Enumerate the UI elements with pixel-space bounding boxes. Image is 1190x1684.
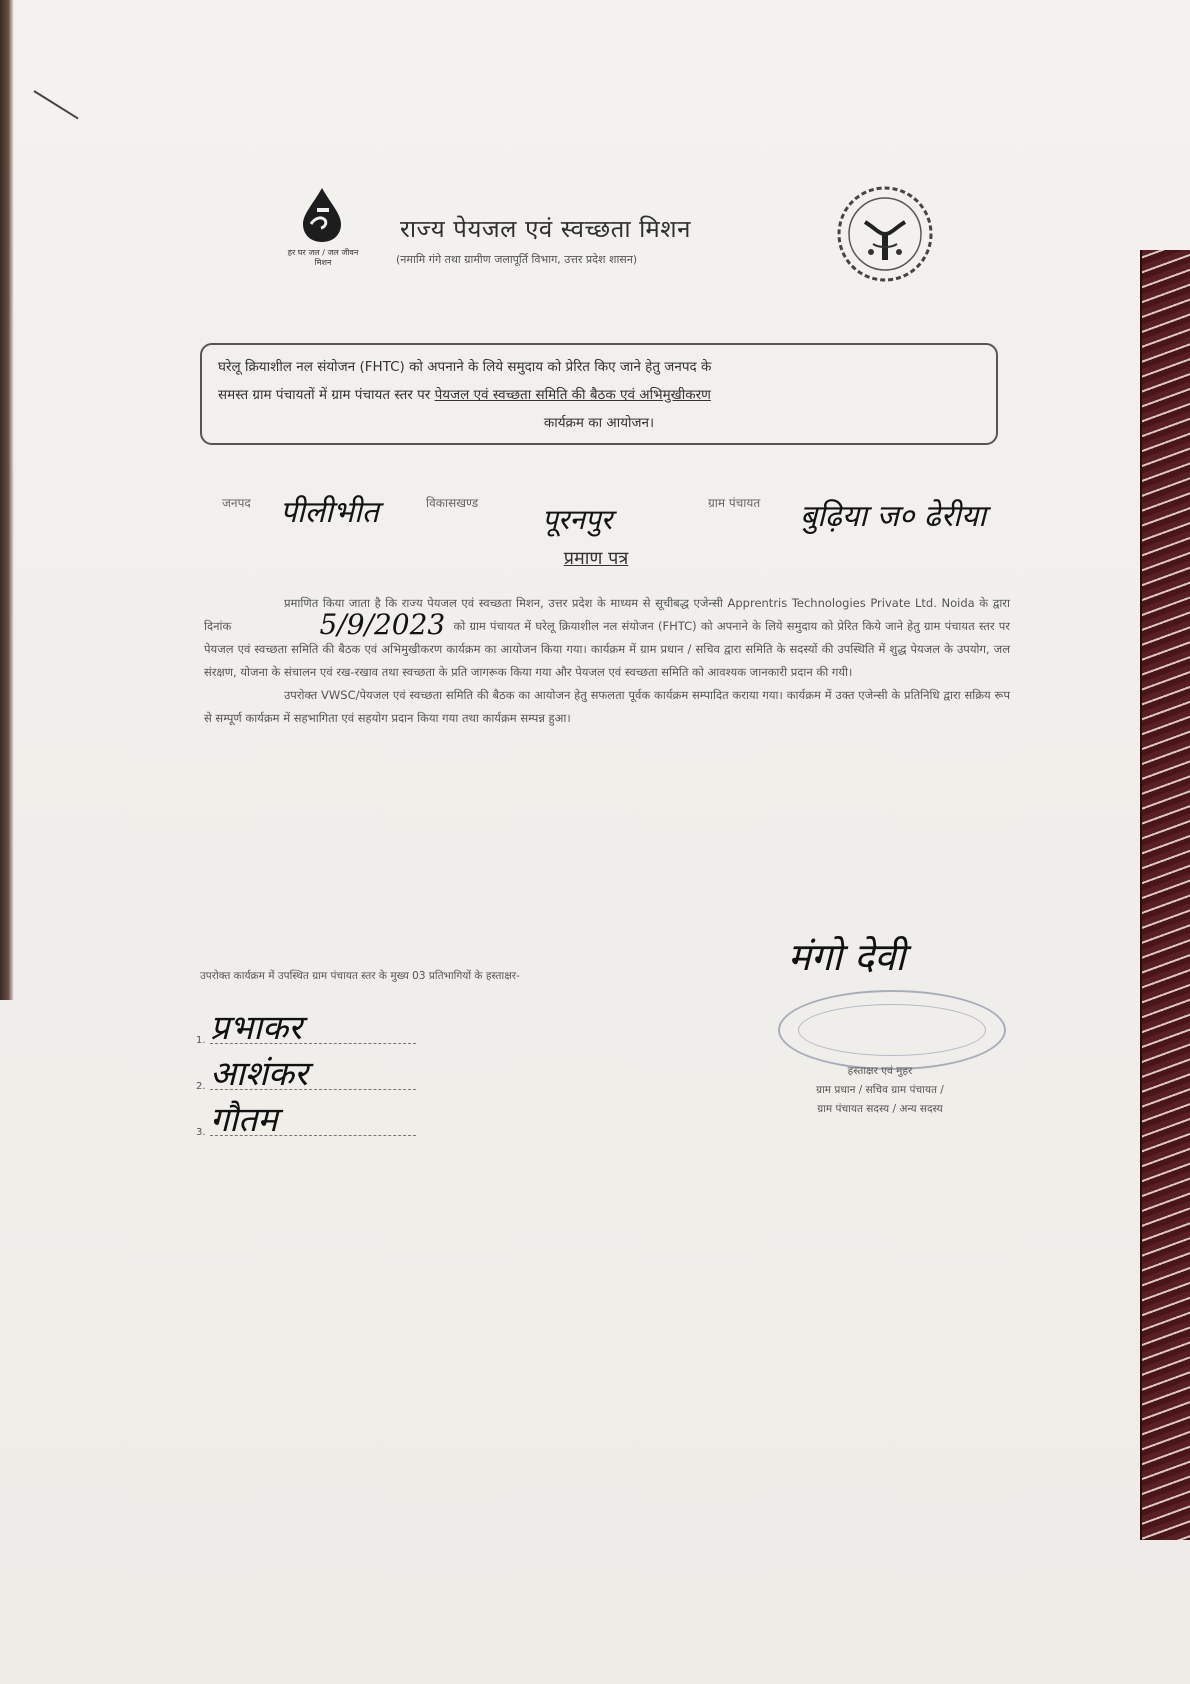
block-label: विकासखण्ड (426, 496, 479, 510)
participant-number: 2. (196, 1081, 206, 1092)
participant-name: गौतम (210, 1100, 278, 1140)
participant-name: आशंकर (210, 1054, 308, 1094)
gram-panchayat-stamp (778, 990, 1006, 1070)
pradhan-signature: मंगो देवी (788, 935, 906, 979)
participant-number: 1. (196, 1035, 206, 1046)
subject-line-3: कार्यक्रम का आयोजन। (543, 415, 655, 431)
panchayat-value: बुढ़िया ज० ढेरीया (800, 499, 986, 534)
participants-intro: उपरोक्त कार्यक्रम में उपस्थित ग्राम पंचायत स्तर के मुख्य 03 प्रतिभागियों के हस्ताक्षर- (200, 970, 520, 982)
body-para1-start: प्रमाणित किया जाता है कि राज्य पेयजल एवं स्वच्छता मिशन, उत्तर प्रदेश के माध्यम से सूचीबद्ध एजेन्सी Apprentris Technologies Private Ltd. Noida के द्वारा दिनांक (204, 596, 1010, 633)
block-value: पूरनपुर (542, 503, 613, 536)
up-government-emblem-icon (835, 182, 935, 286)
certificate-body (204, 592, 1010, 730)
body-paragraph-2 (204, 684, 1010, 730)
subject-line-2-prefix: समस्त ग्राम पंचायतों में ग्राम पंचायत स्तर पर (218, 387, 431, 403)
participant-signature-2 (196, 1052, 416, 1096)
organization-title: राज्य पेयजल एवं स्वच्छता मिशन (400, 215, 691, 243)
subject-line-1: घरेलू क्रियाशील नल संयोजन (FHTC) को अपनाने के लिये समुदाय को प्रेरित किए जाने हेतु जनपद के (218, 359, 712, 375)
water-drop-icon (299, 186, 345, 244)
program-date: 5/9/2023 (319, 608, 446, 641)
participant-number: 3. (196, 1127, 206, 1138)
district-value: पीलीभीत (280, 495, 379, 530)
participant-signature-3 (196, 1098, 416, 1142)
logo-caption: हर घर जल / जल जीवन मिशन (287, 248, 359, 267)
subject-line-2-underlined: पेयजल एवं स्वच्छता समिति की बैठक एवं अभिमुखीकरण (434, 387, 711, 403)
participant-name: प्रभाकर (210, 1008, 303, 1048)
certificate-title: प्रमाण पत्र (563, 548, 629, 569)
page-left-shadow (0, 0, 14, 1000)
subject-box (200, 343, 998, 445)
body-para2: उपरोक्त VWSC/पेयजल एवं स्वच्छता समिति की बैठक का आयोजन हेतु सफलता पूर्वक कार्यक्रम सम्पादित कराया गया। कार्यक्रम में उक्त एजेन्सी के प्रतिनिधि द्वारा सक्रिय रूप से सम्पूर्ण कार्यक्रम में सहभागिता एवं सहयोग प्रदान किया गया तथा कार्यक्रम सम्पन्न हुआ। (204, 688, 1010, 725)
panchayat-label: ग्राम पंचायत (708, 496, 761, 510)
organization-subtitle: (नमामि गंगे तथा ग्रामीण जलापूर्ति विभाग, उत्तर प्रदेश शासन) (396, 253, 638, 266)
body-para1-end: को ग्राम पंचायत में घरेलू क्रियाशील नल संयोजन (FHTC) को अपनाने के लिये समुदाय को प्रेरित किये जाने हेतु ग्राम पंचायत स्तर पर पेयजल एवं स्वच्छता समिति की बैठक एवं अभिमुखीकरण कार्यक्रम का आयोजन किया गया। कार्यक्रम में ग्राम प्रधान / सचिव द्वारा समिति के सदस्यों की उपस्थिति में शुद्ध पेयजल के उपयोग, जल संरक्षण, योजना के संचालन एवं रख-रखाव तथा स्वच्छता के प्रति जागरूक किया गया और पेयजल एवं स्वच्छता समिति को आवश्यक जानकारी प्रदान की गयी। (204, 619, 1010, 679)
caption-line-2: ग्राम प्रधान / सचिव ग्राम पंचायत / (816, 1084, 944, 1096)
signature-caption (760, 1062, 1000, 1119)
district-label: जनपद (222, 496, 251, 510)
body-paragraph-1 (204, 592, 1010, 684)
caption-line-3: ग्राम पंचायत सदस्य / अन्य सदस्य (817, 1103, 943, 1115)
background-fabric (1140, 250, 1190, 1540)
participant-signature-1 (196, 1006, 416, 1050)
caption-line-1: हस्ताक्षर एवं मुहर (847, 1065, 913, 1077)
har-ghar-jal-logo (282, 186, 364, 286)
